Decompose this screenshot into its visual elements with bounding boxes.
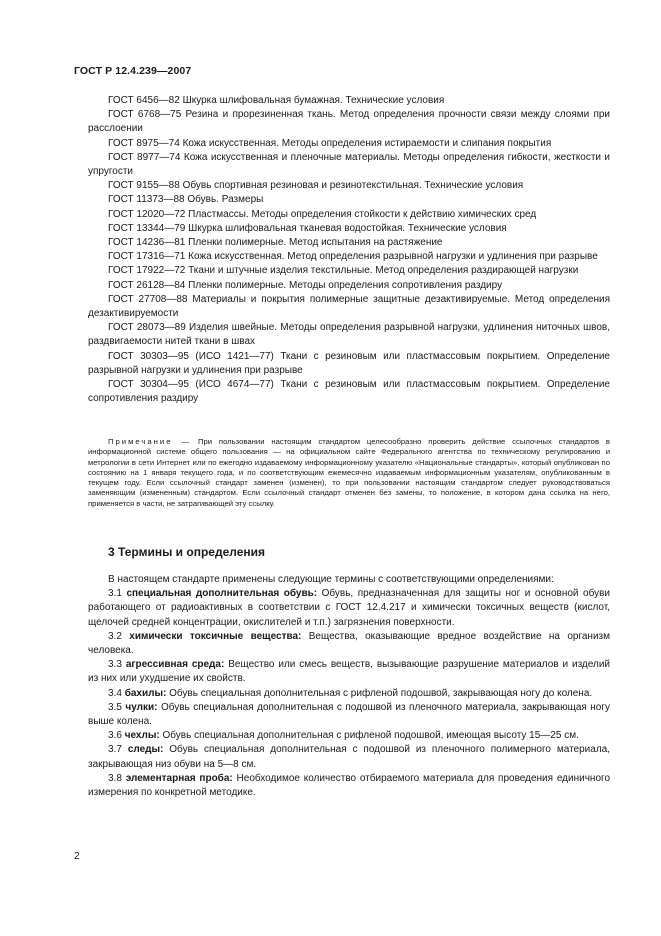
definition-number: 3.1 [108,588,122,600]
reference-code: ГОСТ 12020—72 [108,208,186,220]
reference-code: ГОСТ 11373—88 [108,194,185,206]
reference-item [88,350,610,378]
definition-number: 3.6 [108,730,122,742]
reference-title: Кожа искусственная. Методы определения истираемости и слипания покрытия [182,137,552,149]
definition-term: чехлы: [124,730,160,742]
definition-item [88,701,610,729]
reference-title: Пленки полимерные. Метод испытания на растяжение [188,237,443,249]
definition-number: 3.7 [108,744,122,756]
reference-item [88,321,610,349]
reference-code: ГОСТ 14236—81 [108,237,186,249]
definition-number: 3.8 [108,772,122,784]
reference-code: ГОСТ 30304—95 (ИСО 4674—77) [108,379,274,391]
reference-item [88,222,610,236]
definition-number: 3.5 [108,701,122,713]
normative-references-list [88,94,610,406]
reference-code: ГОСТ 6456—82 [108,95,180,106]
document-header: ГОСТ Р 12.4.239—2007 [74,65,192,77]
reference-item [88,94,610,108]
reference-item [88,378,610,406]
definition-number: 3.4 [108,687,122,699]
reference-item [88,279,610,293]
reference-title: Кожа искусственная и пленочные материалы. Методы определения гибкости, жесткости и упругости [88,151,611,178]
reference-title: Ткани с резиновым или пластмассовым покрытием. Определение сопротивления раздиру [88,379,610,405]
definition-text: Обувь, предназначенная для защиты ног и основной обуви работающего от радиоактивных в соответствии с ГОСТ 12.4.217 и химически токсичных веществ (кислот, щелочей средней концентрации, окислителей и т.п.) загрязнения поверхности. [88,588,610,628]
definition-item [88,630,610,658]
reference-code: ГОСТ 8977—74 [108,151,181,163]
section-intro: В настоящем стандарте применены следующие термины с соответствующими определениями: [108,574,554,585]
reference-code: ГОСТ 28073—89 [108,322,186,334]
reference-item [88,264,610,278]
definition-term: агрессивная среда: [125,659,225,671]
reference-title: Ткани с резиновым или пластмассовым покрытием. Определение разрывной нагрузки и удлинения при разрыве [88,350,610,376]
reference-item [88,236,610,250]
definition-text: Вещество или смесь веществ, вызывающие разрушение материалов и изделий из них или ухудшение их свойств. [88,659,611,685]
reference-title: Изделия швейные. Методы определения разрывной нагрузки, удлинения ниточных швов, раздвигаемости нитей ткани в швах [88,322,611,348]
page-number: 2 [74,851,80,862]
reference-title: Обувь. Размеры [187,194,264,206]
definition-term: элементарная проба: [125,772,233,784]
reference-item [88,137,610,151]
definition-term: чулки: [125,701,158,713]
reference-item [88,293,610,321]
section-heading: 3 Термины и определения [108,545,266,559]
definition-term: специальная дополнительная обувь: [126,588,318,600]
reference-item [88,193,610,207]
reference-title: Резина и прорезиненная ткань. Метод определения прочности связи между слоями при расслоении [88,109,611,135]
reference-code: ГОСТ 8975—74 [108,137,180,149]
reference-title: Обувь спортивная резиновая и резинотекстильная. Технические условия [182,180,524,192]
reference-title: Пластмассы. Методы определения стойкости к действию химических сред [188,208,537,220]
reference-item [88,208,610,222]
definition-number: 3.2 [108,630,122,642]
definition-text: Вещества, оказывающие вредное воздействие на организм человека. [88,630,611,657]
reference-code: ГОСТ 30303—95 (ИСО 1421—77) [108,350,274,362]
reference-code: ГОСТ 6768—75 [108,109,182,121]
definition-item [88,743,610,771]
reference-title: Материалы и покрытия полимерные защитные дезактивируемые. Метод определения дезактивируемости [88,293,610,320]
reference-item [88,250,610,264]
definition-text: Обувь специальная дополнительная с рифленой подошвой, закрывающая ногу до колена. [169,687,593,699]
note-paragraph [88,437,610,509]
reference-title: Кожа искусственная. Метод определения разрывной нагрузки и удлинения при разрыве [188,251,598,263]
references-note [88,437,610,509]
definition-term: следы: [127,744,164,756]
reference-item [88,151,610,179]
definition-text: Обувь специальная дополнительная с подошвой из пленочного полимерного материала, закрывающая низ обуви на 5—8 см. [88,744,611,770]
definition-term: химически токсичные вещества: [129,630,302,642]
definitions-section [88,573,610,800]
reference-code: ГОСТ 13344—79 [108,222,186,234]
reference-title: Пленки полимерные. Методы определения сопротивления раздиру [188,279,503,291]
reference-title: Шкурка шлифовальная бумажная. Технические условия [182,95,445,106]
definition-term: бахилы: [124,687,167,699]
reference-code: ГОСТ 9155—88 [108,180,180,192]
definition-text: Необходимое количество отбираемого материала для проведения единичного измерения по конкретной методике. [88,772,610,799]
reference-item [88,108,610,136]
reference-code: ГОСТ 27708—88 [108,293,188,305]
note-text: При пользовании настоящим стандартом целесообразно проверить действие ссылочных стандартов в информационной системе общего пользования — на официальном сайте Федерального агентства по техническому регулированию и метрологии в сети Интернет или по ежегодно издаваемому информационному указателю «Национальные стандарты», который опубликован по состоянию на 1 января текущего года, и по соответствующим ежемесячно издаваемым информационным указателям, опубликованным в текущем году. Если ссылочный стандарт заменен (изменен), то при пользовании настоящим стандартом следует руководствоваться заменяющим (измененным) стандартом. Если ссылочный стандарт отменен без замены, то положение, в котором дана ссылка на него, применяется в части, не затрагивающей эту ссылку. [88,437,610,508]
reference-title: Ткани и штучные изделия текстильные. Метод определения раздирающей нагрузки [188,265,579,277]
reference-item [88,179,610,193]
definition-item [88,687,610,701]
reference-code: ГОСТ 17922—72 [108,265,186,277]
definition-item [88,772,610,800]
reference-code: ГОСТ 17316—71 [108,251,186,263]
definition-number: 3.3 [108,659,122,671]
definition-text: Обувь специальная дополнительная с подошвой из пленочного материала, закрывающая ногу выше колена. [88,701,611,728]
reference-title: Шкурка шлифовальная тканевая водостойкая. Технические условия [188,222,507,234]
definition-item [88,729,610,743]
definition-item [88,587,610,630]
definition-item [88,658,610,686]
note-label: Примечание — [108,437,192,446]
definition-text: Обувь специальная дополнительная с рифленой подошвой, имеющая высоту 15—25 см. [162,730,579,742]
reference-code: ГОСТ 26128—84 [108,279,186,291]
